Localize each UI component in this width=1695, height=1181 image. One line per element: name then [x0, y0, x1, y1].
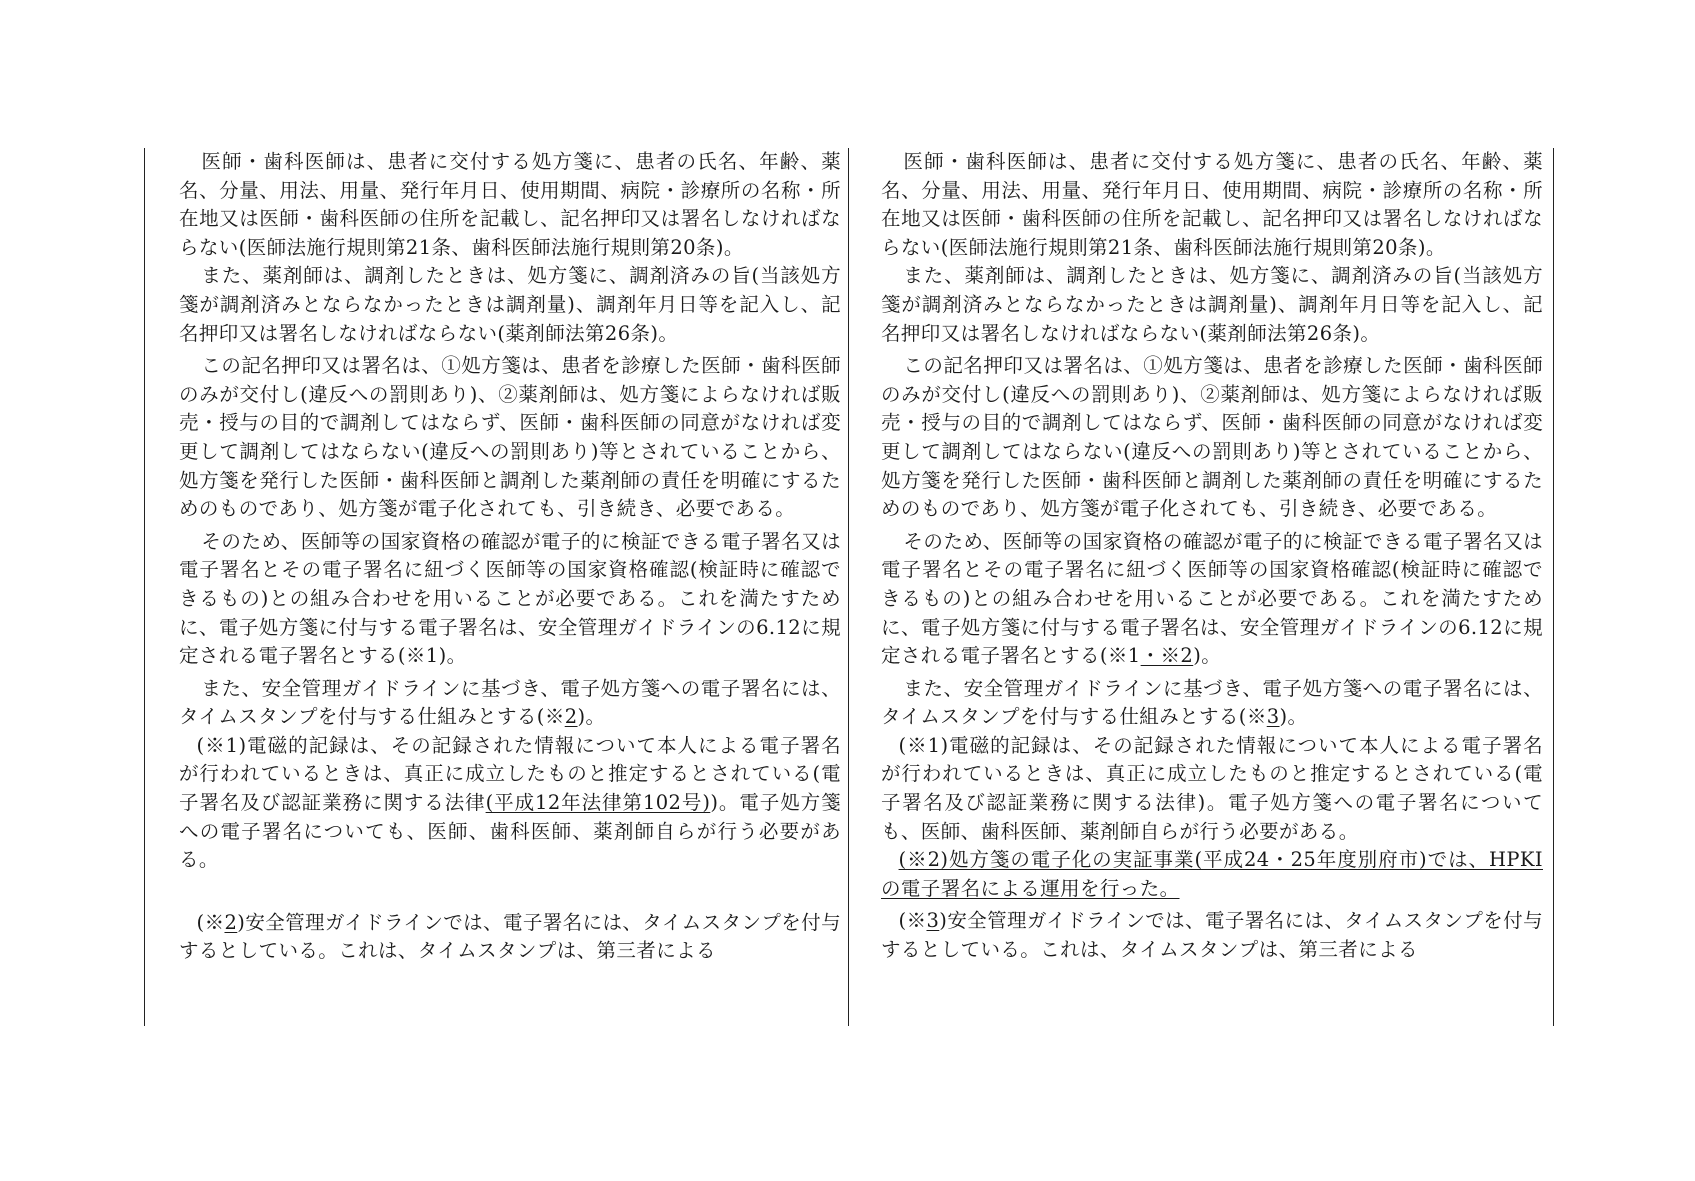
right-paragraph-4: そのため、医師等の国家資格の確認が電子的に検証できる電子署名又は電子署名とその電子署名に紐づく医師等の国家資格確認(検証時に確認できるもの)との組み合わせを用いることが必要である。これを満たすために、電子処方箋に付与する電子署名は、安全管理ガイドラインの6.12に規定される電子署名とする(※1・※2)。 — [881, 529, 1543, 668]
right-paragraph-3: この記名押印又は署名は、①処方箋は、患者を診療した医師・歯科医師のみが交付し(違反への罰則あり)、②薬剤師は、処方箋によらなければ販売・授与の目的で調剤してはならず、医師・歯科医師の同意がなければ変更して調剤してはならない(違反への罰則あり)等とされていることから、処方箋を発行した医師・歯科医師と調剤した薬剤師の責任を明確にするためのものであり、処方箋が電子化されても、引き続き、必要である。 — [881, 354, 1543, 521]
right-paragraph-1: 医師・歯科医師は、患者に交付する処方箋に、患者の氏名、年齢、薬名、分量、用法、用量、発行年月日、使用期間、病院・診療所の名称・所在地又は医師・歯科医師の住所を記載し、記名押印又は署名しなければならない(医師法施行規則第21条、歯科医師法施行規則第20条)。 — [881, 150, 1543, 259]
left-note-2: (※2)安全管理ガイドラインでは、電子署名には、タイムスタンプを付与するとしている。これは、タイムスタンプは、第三者による — [179, 910, 841, 963]
left-paragraph-5: また、安全管理ガイドラインに基づき、電子処方箋への電子署名には、タイムスタンプを付与する仕組みとする(※2)。 — [179, 676, 841, 729]
right-note-3: (※3)安全管理ガイドラインでは、電子署名には、タイムスタンプを付与するとしている。これは、タイムスタンプは、第三者による — [881, 909, 1543, 962]
right-paragraph-5: また、安全管理ガイドラインに基づき、電子処方箋への電子署名には、タイムスタンプを付与する仕組みとする(※3)。 — [881, 676, 1543, 729]
right-note-2-added: (※2)処方箋の電子化の実証事業(平成24・25年度別府市)では、HPKIの電子署名による運用を行った。 — [881, 848, 1543, 900]
left-paragraph-3: この記名押印又は署名は、①処方箋は、患者を診療した医師・歯科医師のみが交付し(違反への罰則あり)、②薬剤師は、処方箋によらなければ販売・授与の目的で調剤してはならず、医師・歯科医師の同意がなければ変更して調剤してはならない(違反への罰則あり)等とされていることから、処方箋を発行した医師・歯科医師と調剤した薬剤師の責任を明確にするためのものであり、処方箋が電子化されても、引き続き、必要である。 — [179, 354, 841, 521]
right-column — [881, 148, 1543, 965]
center-divider — [848, 148, 849, 1026]
left-note-1: (※1)電磁的記録は、その記録された情報について本人による電子署名が行われているときは、真正に成立したものと推定するとされている(電子署名及び認証業務に関する法律(平成12年法律第102号))。電子処方箋への電子署名についても、医師、歯科医師、薬剤師自らが行う必要がある。 — [179, 733, 841, 872]
left-paragraph-1: 医師・歯科医師は、患者に交付する処方箋に、患者の氏名、年齢、薬名、分量、用法、用量、発行年月日、使用期間、病院・診療所の名称・所在地又は医師・歯科医師の住所を記載し、記名押印又は署名しなければならない(医師法施行規則第21条、歯科医師法施行規則第20条)。 — [179, 150, 841, 259]
left-paragraph-2: また、薬剤師は、調剤したときは、処方箋に、調剤済みの旨(当該処方箋が調剤済みとならなかったときは調剤量)、調剤年月日等を記入し、記名押印又は署名しなければならない(薬剤師法第26条)。 — [179, 264, 841, 345]
right-paragraph-2: また、薬剤師は、調剤したときは、処方箋に、調剤済みの旨(当該処方箋が調剤済みとならなかったときは調剤量)、調剤年月日等を記入し、記名押印又は署名しなければならない(薬剤師法第26条)。 — [881, 264, 1543, 345]
left-paragraph-4: そのため、医師等の国家資格の確認が電子的に検証できる電子署名又は電子署名とその電子署名に紐づく医師等の国家資格確認(検証時に確認できるもの)との組み合わせを用いることが必要である。これを満たすために、電子処方箋に付与する電子署名は、安全管理ガイドラインの6.12に規定される電子署名とする(※1)。 — [179, 529, 841, 668]
left-border — [144, 148, 145, 1026]
right-border — [1553, 148, 1554, 1026]
left-column — [179, 148, 841, 966]
right-note-1: (※1)電磁的記録は、その記録された情報について本人による電子署名が行われているときは、真正に成立したものと推定するとされている(電子署名及び認証業務に関する法律)。電子処方箋への電子署名についても、医師、歯科医師、薬剤師自らが行う必要がある。 — [881, 733, 1543, 843]
